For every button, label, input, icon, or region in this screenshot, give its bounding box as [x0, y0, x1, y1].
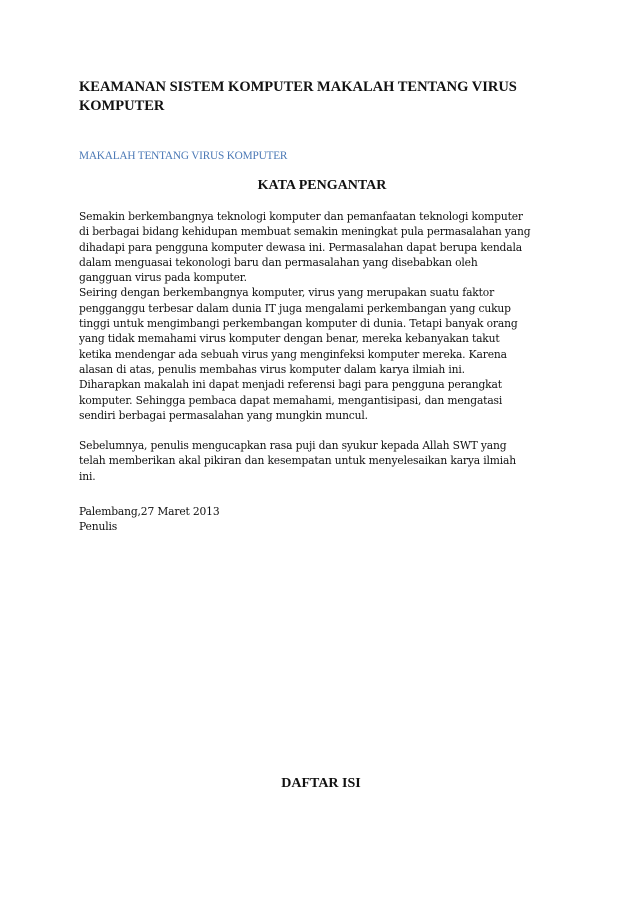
kata-pengantar-paragraph-1 [79, 209, 569, 423]
paragraph-line: alasan di atas, penulis membahas virus komputer dalam karya ilmiah ini. [79, 362, 465, 376]
paragraph-line: komputer. Sehingga pembaca dapat memahami, mengantisipasi, dan mengatasi [79, 393, 503, 407]
author-label: Penulis [79, 520, 118, 534]
document-title-line: KOMPUTER [79, 98, 165, 114]
paragraph-line: Diharapkan makalah ini dapat menjadi referensi bagi para pengguna perangkat [79, 378, 502, 392]
daftar-isi-heading: DAFTAR ISI [281, 776, 361, 791]
paragraph-line: ini. [79, 469, 96, 483]
paragraph-line: pengganggu terbesar dalam dunia IT juga mengalami perkembangan yang cukup [79, 301, 511, 315]
paragraph-line: Seiring dengan berkembangnya komputer, virus yang merupakan suatu faktor [79, 286, 495, 300]
paragraph-line: Sebelumnya, penulis mengucapkan rasa puji dan syukur kepada Allah SWT yang [79, 439, 507, 452]
paragraph-line: tinggi untuk mengimbangi perkembangan komputer di dunia. Tetapi banyak orang [79, 317, 518, 331]
document-subtitle: MAKALAH TENTANG VIRUS KOMPUTER [79, 150, 288, 162]
kata-pengantar-paragraph-2 [79, 438, 569, 484]
paragraph-line: yang tidak memahami virus komputer dengan benar, mereka kebanyakan takut [79, 332, 500, 346]
place-date: Palembang,27 Maret 2013 [79, 505, 220, 518]
document-title-line: KEAMANAN SISTEM KOMPUTER MAKALAH TENTANG VIRUS [79, 79, 517, 95]
paragraph-line: telah memberikan akal pikiran dan kesempatan untuk menyelesaikan karya ilmiah [79, 454, 516, 468]
document-title [79, 78, 549, 116]
paragraph-line: dalam menguasai tekonologi baru dan permasalahan yang disebabkan oleh [79, 255, 478, 269]
paragraph-line: ketika mendengar ada sebuah virus yang menginfeksi komputer mereka. Karena [79, 347, 507, 361]
paragraph-line: sendiri berbagai permasalahan yang mungkin muncul. [79, 408, 368, 422]
paragraph-line: Semakin berkembangnya teknologi komputer dan pemanfaatan teknologi komputer [79, 210, 523, 223]
kata-pengantar-heading: KATA PENGANTAR [257, 178, 387, 193]
paragraph-line: gangguan virus pada komputer. [79, 271, 247, 285]
paragraph-line: di berbagai bidang kehidupan membuat semakin meningkat pula permasalahan yang [79, 225, 531, 239]
paragraph-line: dihadapi para pengguna komputer dewasa ini. Permasalahan dapat berupa kendala [79, 240, 522, 254]
signoff-block [79, 504, 219, 535]
